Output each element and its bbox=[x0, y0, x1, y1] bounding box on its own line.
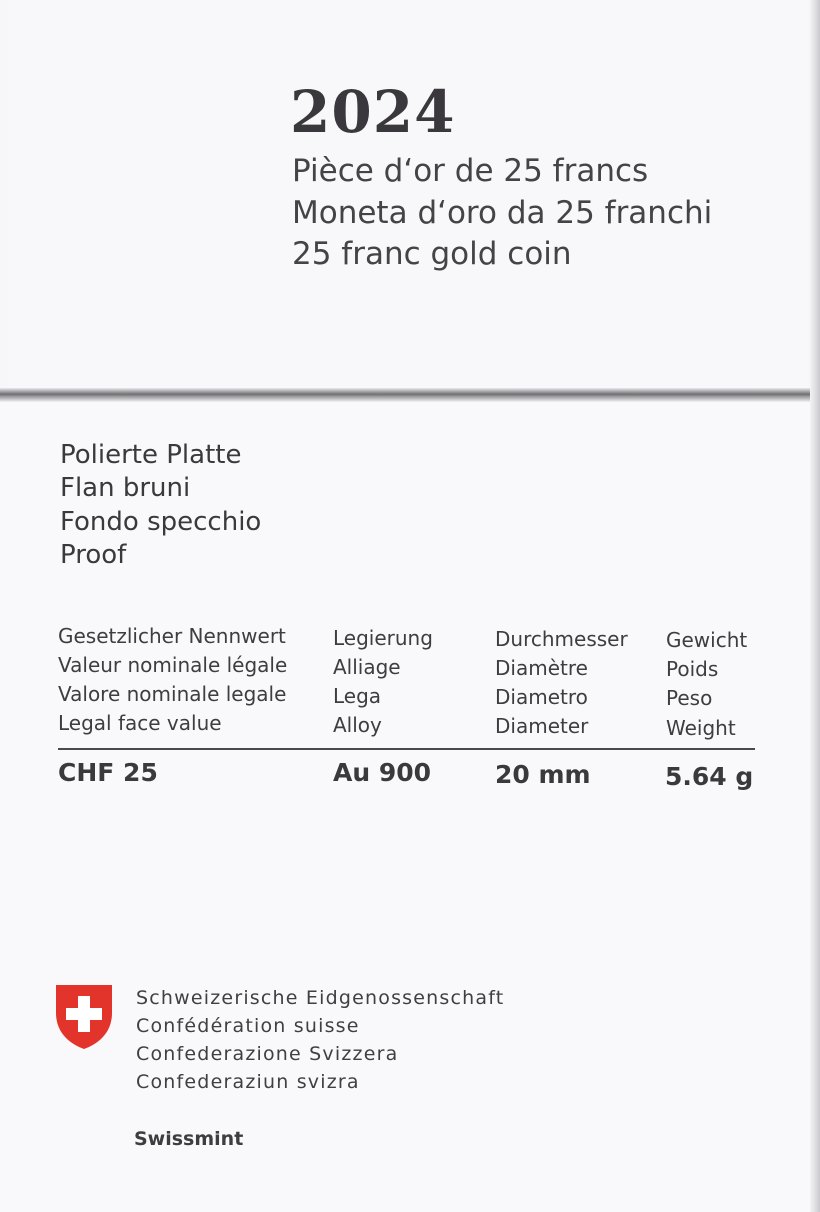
year-heading: 2024 bbox=[290, 78, 456, 146]
confederation-french: Confédération suisse bbox=[136, 1015, 360, 1037]
card-edge bbox=[810, 0, 820, 1212]
face-value-label-it: Valore nominale legale bbox=[58, 682, 287, 706]
face-value-label-fr: Valeur nominale légale bbox=[58, 653, 288, 677]
diameter-label-fr: Diamètre bbox=[495, 656, 588, 680]
weight-label-fr: Poids bbox=[666, 657, 719, 681]
title-english: 25 franc gold coin bbox=[292, 236, 572, 272]
face-value-label-de: Gesetzlicher Nennwert bbox=[58, 624, 286, 648]
diameter-value: 20 mm bbox=[495, 760, 591, 789]
finish-italian: Fondo specchio bbox=[60, 507, 262, 537]
swissmint-brand: Swissmint bbox=[134, 1128, 244, 1150]
diameter-label-it: Diametro bbox=[495, 685, 588, 709]
face-value: CHF 25 bbox=[58, 758, 158, 787]
diameter-label-en: Diameter bbox=[495, 714, 589, 738]
swiss-cross-shield-icon bbox=[54, 983, 114, 1051]
weight-label-de: Gewicht bbox=[666, 628, 748, 652]
specs-divider bbox=[58, 748, 755, 750]
finish-french: Flan bruni bbox=[60, 473, 191, 503]
weight-label-it: Peso bbox=[666, 686, 713, 710]
alloy-value: Au 900 bbox=[333, 758, 432, 787]
weight-value: 5.64 g bbox=[665, 762, 754, 791]
title-french: Pièce d‘or de 25 francs bbox=[292, 153, 649, 189]
finish-english: Proof bbox=[60, 540, 127, 570]
alloy-label-de: Legierung bbox=[333, 626, 433, 650]
weight-label-en: Weight bbox=[666, 716, 736, 740]
alloy-label-it: Lega bbox=[333, 684, 382, 708]
alloy-label-fr: Alliage bbox=[333, 655, 401, 679]
diameter-label-de: Durchmesser bbox=[495, 627, 628, 651]
finish-german: Polierte Platte bbox=[60, 440, 242, 470]
face-value-label-en: Legal face value bbox=[58, 711, 222, 735]
confederation-romansh: Confederaziun svizra bbox=[136, 1071, 360, 1093]
title-italian: Moneta d‘oro da 25 franchi bbox=[292, 195, 713, 231]
confederation-german: Schweizerische Eidgenossenschaft bbox=[136, 987, 505, 1009]
alloy-label-en: Alloy bbox=[333, 713, 382, 737]
confederation-italian: Confederazione Svizzera bbox=[136, 1043, 399, 1065]
fold-line bbox=[0, 388, 820, 402]
